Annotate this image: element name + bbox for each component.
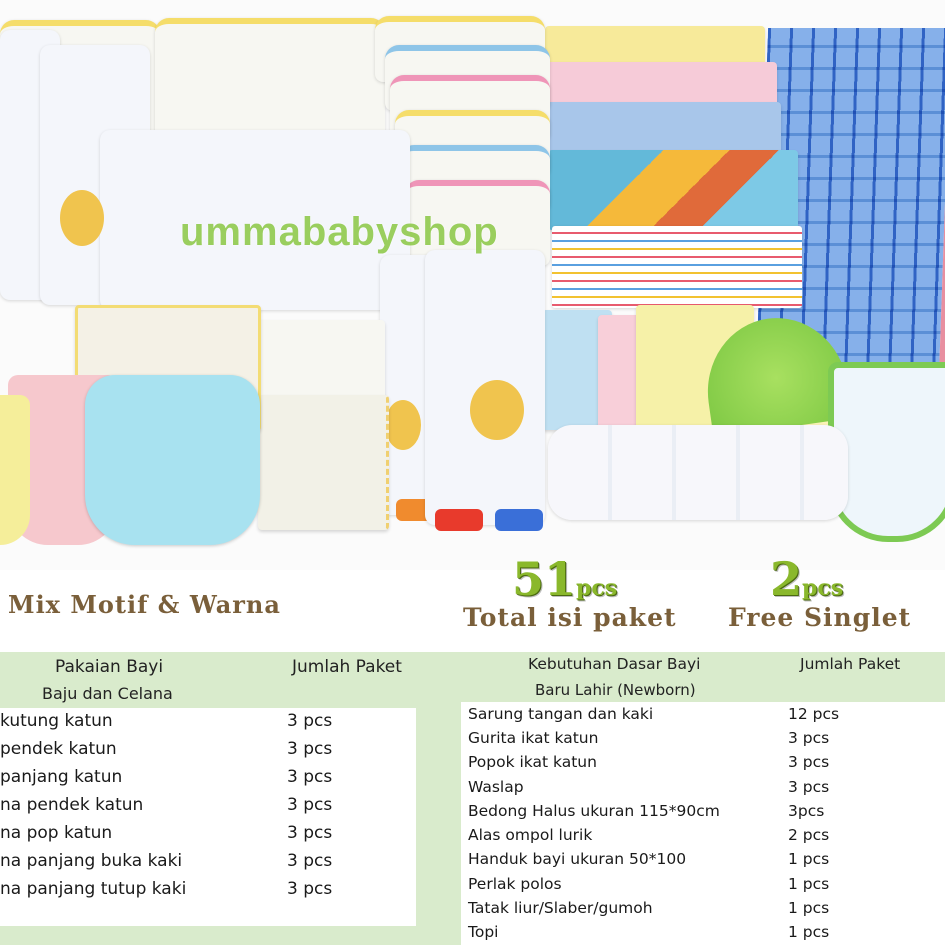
table-row: [468, 778, 945, 802]
package-table-section: [0, 652, 945, 945]
bear-print: [385, 400, 421, 450]
table-row: [0, 739, 416, 767]
mittens: [548, 425, 848, 520]
item-qty: 3 pcs: [287, 767, 333, 787]
free-label: Free Singlet: [728, 603, 912, 632]
colorful-towel: [548, 150, 798, 230]
total-count: [512, 552, 617, 606]
table-row: [0, 795, 416, 823]
item-name: na pendek katun: [0, 795, 144, 815]
item-name: na pop katun: [0, 823, 113, 843]
right-table-subheader: Baru Lahir (Newborn): [535, 681, 696, 699]
item-qty: 3 pcs: [788, 778, 830, 796]
item-name: na panjang tutup kaki: [0, 879, 187, 899]
blue-cuff: [495, 509, 543, 531]
item-qty: 3 pcs: [287, 879, 333, 899]
red-cuff: [435, 509, 483, 531]
free-count: [770, 552, 843, 606]
item-name: Sarung tangan dan kaki: [468, 705, 654, 723]
blue-swaddle: [545, 102, 781, 154]
item-name: Tatak liur/Slaber/gumoh: [468, 899, 653, 917]
yellow-diaper: [0, 395, 30, 545]
item-name: Bedong Halus ukuran 115*90cm: [468, 802, 720, 820]
left-table: [0, 708, 416, 926]
table-row: [468, 923, 945, 947]
item-qty: 1 pcs: [788, 899, 830, 917]
item-name: Topi: [468, 923, 499, 941]
total-unit: pcs: [576, 575, 618, 601]
table-row: [468, 753, 945, 777]
item-name: Perlak polos: [468, 875, 562, 893]
table-row: [468, 875, 945, 899]
white-cloth: [258, 395, 389, 530]
table-row: [468, 850, 945, 874]
item-qty: 3 pcs: [287, 823, 333, 843]
table-row: [0, 823, 416, 851]
item-name: Waslap: [468, 778, 524, 796]
left-table-subheader: Baju dan Celana: [42, 684, 173, 703]
item-qty: 1 pcs: [788, 923, 830, 941]
table-row: [468, 705, 945, 729]
item-name: Handuk bayi ukuran 50*100: [468, 850, 687, 868]
table-row: [0, 879, 416, 907]
item-qty: 3 pcs: [287, 739, 333, 759]
item-name: kutung katun: [0, 711, 113, 731]
right-table-header: Kebutuhan Dasar Bayi: [528, 655, 701, 673]
table-row: [468, 729, 945, 753]
free-number: 2: [770, 552, 803, 606]
striped-cloth: [552, 226, 802, 308]
item-name: panjang katun: [0, 767, 123, 787]
table-row: [468, 802, 945, 826]
item-qty: 3 pcs: [287, 851, 333, 871]
left-table-header: Pakaian Bayi: [55, 657, 164, 677]
table-row: [468, 899, 945, 923]
free-unit: pcs: [802, 575, 844, 601]
blue-baby-pants: [85, 375, 260, 545]
item-name: Alas ompol lurik: [468, 826, 593, 844]
item-qty: 12 pcs: [788, 705, 840, 723]
table-row: [0, 851, 416, 879]
right-table: [461, 702, 945, 945]
mix-motif-heading: Mix Motif & Warna: [8, 590, 281, 619]
shop-watermark: ummababyshop: [180, 210, 499, 254]
left-qty-header: Jumlah Paket: [292, 657, 402, 677]
item-name: Gurita ikat katun: [468, 729, 599, 747]
table-row: [0, 767, 416, 795]
table-row: [0, 711, 416, 739]
item-name: Popok ikat katun: [468, 753, 597, 771]
item-name: pendek katun: [0, 739, 117, 759]
total-number: 51: [512, 552, 577, 606]
total-label: Total isi paket: [463, 603, 677, 632]
table-row: [468, 826, 945, 850]
item-qty: 1 pcs: [788, 850, 830, 868]
item-name: na panjang buka kaki: [0, 851, 183, 871]
item-qty: 3 pcs: [788, 753, 830, 771]
item-qty: 3 pcs: [287, 711, 333, 731]
item-qty: 2 pcs: [788, 826, 830, 844]
item-qty: 1 pcs: [788, 875, 830, 893]
item-qty: 3pcs: [788, 802, 825, 820]
item-qty: 3 pcs: [287, 795, 333, 815]
right-qty-header: Jumlah Paket: [800, 655, 901, 673]
bear-print: [60, 190, 104, 246]
bear-print: [470, 380, 524, 440]
item-qty: 3 pcs: [788, 729, 830, 747]
